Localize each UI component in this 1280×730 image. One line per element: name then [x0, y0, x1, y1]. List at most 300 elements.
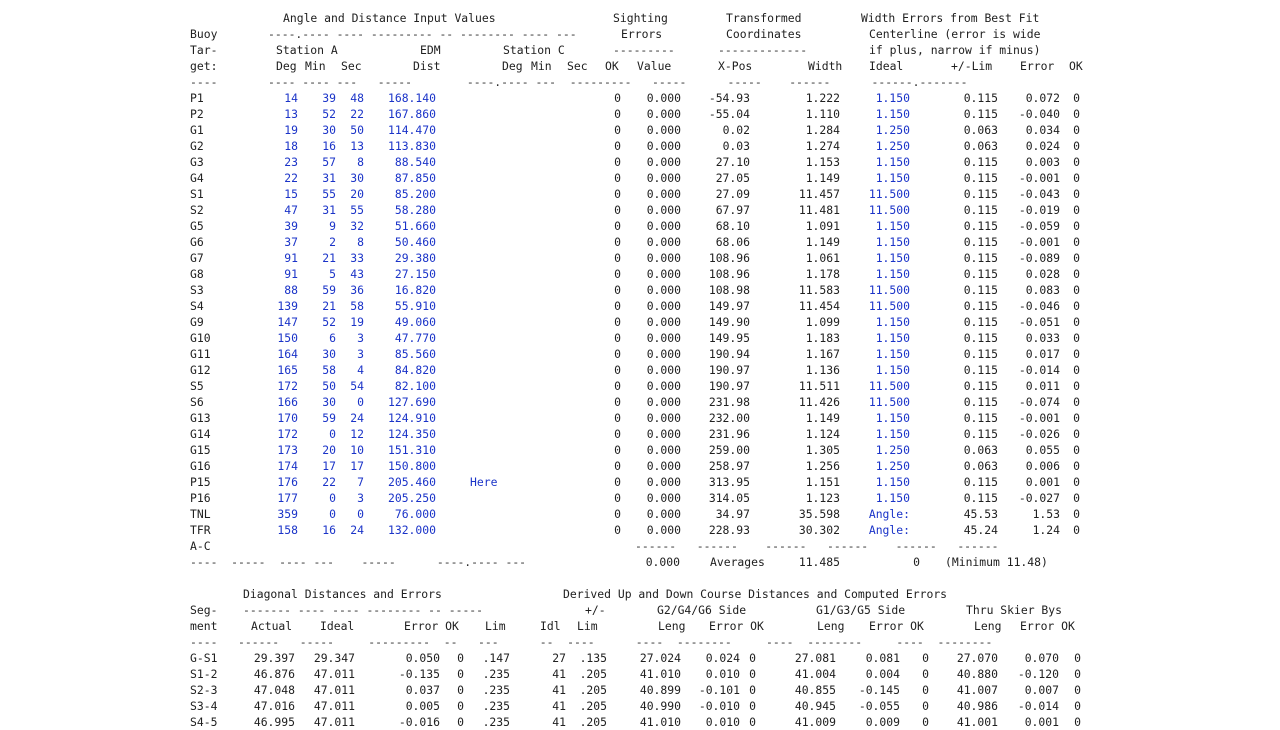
cell-target: G3	[190, 155, 204, 169]
cell-deg[interactable]: 18	[284, 139, 298, 153]
cell-dist[interactable]: 58.280	[394, 203, 436, 217]
get-label: get:	[190, 59, 218, 73]
lim-label: Lim	[485, 619, 506, 633]
cell-deg[interactable]: 91	[284, 267, 298, 281]
cell-ok-flag: 0	[614, 299, 621, 313]
cell-error-ok: 0	[1073, 267, 1080, 281]
cell-dist[interactable]: 205.460	[387, 475, 436, 489]
cell-error-ok: 0	[1073, 363, 1080, 377]
cell-sec[interactable]: 8	[357, 155, 364, 169]
cell-deg[interactable]: 39	[284, 219, 298, 233]
cell-error-ok: 0	[1073, 203, 1080, 217]
cell-min[interactable]: 6	[329, 331, 336, 345]
cell-dist[interactable]: 88.540	[394, 155, 436, 169]
cell-sec[interactable]: 50	[350, 123, 364, 137]
cell-target: G4	[190, 171, 204, 185]
cell-lim: 45.24	[963, 523, 998, 537]
cell-deg[interactable]: 147	[277, 315, 298, 329]
lim2-label: Lim	[577, 619, 598, 633]
cell-ok-flag: 0	[614, 203, 621, 217]
cell-sighting-value: 0.000	[646, 427, 681, 441]
cell-deg[interactable]: 14	[284, 91, 298, 105]
cell-idl-lim: .205	[579, 683, 607, 697]
cell-sighting-value: 0.000	[646, 491, 681, 505]
thru-heading: Thru Skier Bys	[966, 603, 1063, 617]
dist-label: Dist	[413, 59, 441, 73]
cell-x-pos: 190.97	[708, 363, 750, 377]
cell-lim: 0.063	[963, 123, 998, 137]
cell-dist[interactable]: 49.060	[394, 315, 436, 329]
cell-deg[interactable]: 173	[277, 443, 298, 457]
cell-dist[interactable]: 168.140	[387, 91, 436, 105]
cell-x-pos: 108.96	[708, 251, 750, 265]
cell-sec[interactable]: 22	[350, 107, 364, 121]
cell-sec[interactable]: 10	[350, 443, 364, 457]
cell-ideal: 1.250	[875, 459, 910, 473]
cell-sec[interactable]: 24	[350, 411, 364, 425]
cell-g135-leng: 40.945	[794, 699, 836, 713]
cell-deg[interactable]: 19	[284, 123, 298, 137]
cell-dist[interactable]: 16.820	[394, 283, 436, 297]
cell-sighting-value: 0.000	[646, 459, 681, 473]
cell-target: S1	[190, 187, 204, 201]
cell-min[interactable]: 52	[322, 315, 336, 329]
cell-sec[interactable]: 30	[350, 171, 364, 185]
cell-deg[interactable]: 13	[284, 107, 298, 121]
averages-label: Averages	[710, 555, 765, 569]
pm-label: +/-	[585, 603, 606, 617]
cell-error-ok: 0	[1073, 475, 1080, 489]
cell-ideal: 1.150	[875, 91, 910, 105]
cell-lim: 0.115	[963, 315, 998, 329]
cell-dist[interactable]: 151.310	[387, 443, 436, 457]
cell-min[interactable]: 9	[329, 219, 336, 233]
cell-ok-flag: 0	[614, 523, 621, 537]
cell-ok-flag: 0	[614, 219, 621, 233]
cell-dist[interactable]: 85.200	[394, 187, 436, 201]
cell-g135-leng: 40.855	[794, 683, 836, 697]
cell-error: 0.017	[1025, 347, 1060, 361]
cell-min[interactable]: 59	[322, 283, 336, 297]
cell-x-pos: 313.95	[708, 475, 750, 489]
cell-width: 1.091	[805, 219, 840, 233]
cell-segment: S3-4	[190, 699, 218, 713]
cell-dist[interactable]: 55.910	[394, 299, 436, 313]
cell-min[interactable]: 0	[329, 507, 336, 521]
cell-ok-flag: 0	[614, 267, 621, 281]
cell-sec[interactable]: 32	[350, 219, 364, 233]
cell-lim: .235	[482, 667, 510, 681]
ok-label: OK	[605, 59, 619, 73]
cell-error: 0.072	[1025, 91, 1060, 105]
cell-sec[interactable]: 58	[350, 299, 364, 313]
cell-ideal: 11.500	[868, 395, 910, 409]
cell-error-ok: 0	[1073, 427, 1080, 441]
cell-idl: 41	[552, 715, 566, 729]
cell-sec[interactable]: 33	[350, 251, 364, 265]
cell-error: -0.019	[1018, 203, 1060, 217]
cell-lim: 0.115	[963, 187, 998, 201]
cell-min[interactable]: 21	[322, 251, 336, 265]
cell-g135-ok: 0	[922, 699, 929, 713]
cell-ok-flag: 0	[614, 379, 621, 393]
cell-ideal: 47.011	[313, 683, 355, 697]
ac-label: A-C	[190, 539, 211, 553]
cell-lim: 45.53	[963, 507, 998, 521]
cell-ok-flag: 0	[614, 347, 621, 361]
cell-sighting-value: 0.000	[646, 107, 681, 121]
cell-width: 1.151	[805, 475, 840, 489]
leng-label-3: Leng	[974, 619, 1002, 633]
cell-dist[interactable]: 132.000	[387, 523, 436, 537]
cell-dist[interactable]: 124.910	[387, 411, 436, 425]
diagonal-heading: Diagonal Distances and Errors	[243, 587, 442, 601]
cell-deg[interactable]: 37	[284, 235, 298, 249]
cell-min[interactable]: 50	[322, 379, 336, 393]
cell-error: -0.014	[1018, 363, 1060, 377]
cell-sighting-value: 0.000	[646, 315, 681, 329]
cell-sighting-value: 0.000	[646, 411, 681, 425]
cell-sec[interactable]: 36	[350, 283, 364, 297]
cell-error-ok: 0	[1073, 459, 1080, 473]
cell-g135-error: 0.004	[865, 667, 900, 681]
cell-g135-error: -0.145	[858, 683, 900, 697]
cell-station-c-note[interactable]: Here	[470, 475, 498, 489]
ideal-label: Ideal	[869, 59, 904, 73]
cell-error-ok: 0	[1073, 315, 1080, 329]
cell-target: S5	[190, 379, 204, 393]
station-c-heading: Station C	[503, 43, 565, 57]
cell-deg[interactable]: 170	[277, 411, 298, 425]
cell-min[interactable]: 2	[329, 235, 336, 249]
cell-min[interactable]: 17	[322, 459, 336, 473]
cell-sighting-value: 0.000	[646, 155, 681, 169]
cell-error-ok: 0	[1073, 507, 1080, 521]
cell-dist[interactable]: 87.850	[394, 171, 436, 185]
cell-error-ok: 0	[1073, 443, 1080, 457]
cell-deg[interactable]: 165	[277, 363, 298, 377]
cell-error: 1.24	[1032, 523, 1060, 537]
cell-g246-leng: 40.899	[639, 683, 681, 697]
cell-lim: 0.063	[963, 443, 998, 457]
cell-sec[interactable]: 7	[357, 475, 364, 489]
cell-width: 1.061	[805, 251, 840, 265]
cell-x-pos: 231.96	[708, 427, 750, 441]
cell-lim: 0.115	[963, 235, 998, 249]
cell-target: G10	[190, 331, 211, 345]
g135-heading: G1/G3/G5 Side	[816, 603, 906, 617]
cell-ok-flag: 0	[614, 139, 621, 153]
cell-deg[interactable]: 172	[277, 427, 298, 441]
cell-min[interactable]: 39	[322, 91, 336, 105]
coordinates-heading: Coordinates	[726, 27, 802, 41]
cell-target: G11	[190, 347, 211, 361]
deg-label-c: Deg	[502, 59, 523, 73]
cell-idl-lim: .205	[579, 699, 607, 713]
cell-error: 0.033	[1025, 331, 1060, 345]
cell-dist[interactable]: 50.460	[394, 235, 436, 249]
cell-x-pos: 231.98	[708, 395, 750, 409]
cell-dist[interactable]: 47.770	[394, 331, 436, 345]
cell-width: 35.598	[798, 507, 840, 521]
cell-sighting-value: 0.000	[646, 171, 681, 185]
cell-sec[interactable]: 0	[357, 395, 364, 409]
cell-ideal: 11.500	[868, 203, 910, 217]
cell-g135-ok: 0	[922, 683, 929, 697]
cell-x-pos: 314.05	[708, 491, 750, 505]
cell-error-ok: 0	[1073, 347, 1080, 361]
cell-width: 1.178	[805, 267, 840, 281]
cell-dist[interactable]: 205.250	[387, 491, 436, 505]
cell-target: G15	[190, 443, 211, 457]
pmlim-label: +/-Lim	[951, 59, 993, 73]
cell-ideal: 1.150	[875, 411, 910, 425]
cell-width: 11.454	[798, 299, 840, 313]
cell-idl: 27	[552, 651, 566, 665]
cell-min[interactable]: 58	[322, 363, 336, 377]
cell-g246-leng: 40.990	[639, 699, 681, 713]
cell-error-ok: 0	[1073, 491, 1080, 505]
cell-sec[interactable]: 43	[350, 267, 364, 281]
cell-g246-ok: 0	[749, 699, 756, 713]
cell-g135-ok: 0	[922, 651, 929, 665]
cell-sec[interactable]: 20	[350, 187, 364, 201]
cell-min[interactable]: 57	[322, 155, 336, 169]
cell-x-pos: 27.10	[715, 155, 750, 169]
cell-lim: .147	[482, 651, 510, 665]
cell-width: 1.136	[805, 363, 840, 377]
cell-dist[interactable]: 114.470	[387, 123, 436, 137]
cell-min[interactable]: 21	[322, 299, 336, 313]
cell-ok-flag: 0	[614, 363, 621, 377]
cell-dist[interactable]: 29.380	[394, 251, 436, 265]
cell-sec[interactable]: 0	[357, 507, 364, 521]
cell-g246-leng: 41.010	[639, 715, 681, 729]
cell-min[interactable]: 59	[322, 411, 336, 425]
cell-x-pos: 190.97	[708, 379, 750, 393]
cell-sec[interactable]: 17	[350, 459, 364, 473]
plus-minus-heading: if plus, narrow if minus)	[869, 43, 1041, 57]
cell-deg[interactable]: 177	[277, 491, 298, 505]
lower-ideal-label: Ideal	[320, 619, 355, 633]
cell-deg[interactable]: 139	[277, 299, 298, 313]
cell-sec[interactable]: 24	[350, 523, 364, 537]
cell-thru-ok: 0	[1074, 667, 1081, 681]
cell-sec[interactable]: 4	[357, 363, 364, 377]
cell-ideal: 1.150	[875, 427, 910, 441]
cell-error: -0.074	[1018, 395, 1060, 409]
cell-dist[interactable]: 113.830	[387, 139, 436, 153]
centerline-heading: Centerline (error is wide	[869, 27, 1041, 41]
cell-deg[interactable]: 166	[277, 395, 298, 409]
cell-error: -0.043	[1018, 187, 1060, 201]
cell-x-pos: 0.03	[722, 139, 750, 153]
cell-min[interactable]: 0	[329, 427, 336, 441]
cell-thru-error: -0.120	[1017, 667, 1059, 681]
cell-error: 0.006	[1025, 459, 1060, 473]
cell-sec[interactable]: 3	[357, 331, 364, 345]
cell-x-pos: 108.96	[708, 267, 750, 281]
cell-x-pos: 190.94	[708, 347, 750, 361]
cell-g135-leng: 27.081	[794, 651, 836, 665]
cell-deg[interactable]: 150	[277, 331, 298, 345]
cell-dist[interactable]: 124.350	[387, 427, 436, 441]
cell-width: 1.256	[805, 459, 840, 473]
cell-idl: 41	[552, 699, 566, 713]
cell-min[interactable]: 30	[322, 395, 336, 409]
cell-target: G8	[190, 267, 204, 281]
cell-width: 1.110	[805, 107, 840, 121]
cell-ideal: 11.500	[868, 379, 910, 393]
cell-target: G1	[190, 123, 204, 137]
cell-sighting-value: 0.000	[646, 251, 681, 265]
seg-label: Seg-	[190, 603, 218, 617]
cell-min[interactable]: 20	[322, 443, 336, 457]
cell-g135-ok: 0	[922, 715, 929, 729]
cell-g246-ok: 0	[749, 651, 756, 665]
cell-g135-leng: 41.004	[794, 667, 836, 681]
cell-min[interactable]: 16	[322, 523, 336, 537]
cell-error-ok: 0	[1073, 91, 1080, 105]
cell-width: 1.153	[805, 155, 840, 169]
cell-sec[interactable]: 48	[350, 91, 364, 105]
cell-ok-flag: 0	[614, 411, 621, 425]
ment-label: ment	[190, 619, 218, 633]
cell-sec[interactable]: 8	[357, 235, 364, 249]
cell-ok-flag: 0	[614, 187, 621, 201]
cell-target: G5	[190, 219, 204, 233]
cell-deg[interactable]: 23	[284, 155, 298, 169]
cell-actual: 47.048	[253, 683, 295, 697]
cell-deg[interactable]: 15	[284, 187, 298, 201]
cell-sec[interactable]: 13	[350, 139, 364, 153]
cell-dist[interactable]: 85.560	[394, 347, 436, 361]
cell-sighting-value: 0.000	[646, 283, 681, 297]
cell-target: G14	[190, 427, 211, 441]
cell-sighting-value: 0.000	[646, 235, 681, 249]
cell-idl-lim: .205	[579, 667, 607, 681]
cell-sec[interactable]: 55	[350, 203, 364, 217]
cell-segment: G-S1	[190, 651, 218, 665]
cell-dist[interactable]: 27.150	[394, 267, 436, 281]
cell-sec[interactable]: 3	[357, 347, 364, 361]
cell-min[interactable]: 5	[329, 267, 336, 281]
cell-min[interactable]: 30	[322, 123, 336, 137]
cell-min[interactable]: 0	[329, 491, 336, 505]
cell-deg[interactable]: 22	[284, 171, 298, 185]
cell-deg[interactable]: 88	[284, 283, 298, 297]
cell-x-pos: 149.95	[708, 331, 750, 345]
cell-min[interactable]: 55	[322, 187, 336, 201]
cell-dist[interactable]: 51.660	[394, 219, 436, 233]
cell-error-ok: 0	[1073, 379, 1080, 393]
cell-min[interactable]: 52	[322, 107, 336, 121]
idl-label: Idl	[540, 619, 561, 633]
cell-ok-flag: 0	[614, 107, 621, 121]
cell-deg[interactable]: 176	[277, 475, 298, 489]
cell-target: P16	[190, 491, 211, 505]
cell-thru-error: -0.014	[1017, 699, 1059, 713]
cell-ideal: 1.150	[875, 219, 910, 233]
cell-x-pos: 68.06	[715, 235, 750, 249]
cell-min[interactable]: 22	[322, 475, 336, 489]
cell-ideal: 11.500	[868, 299, 910, 313]
cell-ok-flag: 0	[457, 651, 464, 665]
cell-sec[interactable]: 54	[350, 379, 364, 393]
cell-ok-flag: 0	[614, 331, 621, 345]
cell-target: P1	[190, 91, 204, 105]
edm-heading: EDM	[420, 43, 441, 57]
cell-ok-flag: 0	[614, 427, 621, 441]
cell-segment: S2-3	[190, 683, 218, 697]
cell-sec[interactable]: 12	[350, 427, 364, 441]
cell-dist[interactable]: 150.800	[387, 459, 436, 473]
cell-min[interactable]: 30	[322, 347, 336, 361]
cell-ideal: 1.150	[875, 475, 910, 489]
cell-target: S6	[190, 395, 204, 409]
cell-actual: 46.995	[253, 715, 295, 729]
cell-lim: 0.115	[963, 299, 998, 313]
cell-width: 1.124	[805, 427, 840, 441]
cell-error: 0.011	[1025, 379, 1060, 393]
cell-min[interactable]: 31	[322, 203, 336, 217]
cell-dist[interactable]: 76.000	[394, 507, 436, 521]
cell-deg[interactable]: 172	[277, 379, 298, 393]
cell-ok-flag: 0	[614, 395, 621, 409]
cell-lim: 0.115	[963, 283, 998, 297]
cell-deg[interactable]: 164	[277, 347, 298, 361]
cell-deg[interactable]: 158	[277, 523, 298, 537]
cell-sec[interactable]: 19	[350, 315, 364, 329]
cell-width: 1.149	[805, 235, 840, 249]
cell-ok-flag: 0	[614, 123, 621, 137]
cell-width: 1.305	[805, 443, 840, 457]
cell-min[interactable]: 31	[322, 171, 336, 185]
cell-deg[interactable]: 91	[284, 251, 298, 265]
cell-g246-leng: 27.024	[639, 651, 681, 665]
cell-idl: 41	[552, 683, 566, 697]
cell-lim: 0.115	[963, 411, 998, 425]
cell-x-pos: 232.00	[708, 411, 750, 425]
cell-sighting-value: 0.000	[646, 219, 681, 233]
cell-actual: 47.016	[253, 699, 295, 713]
cell-sec[interactable]: 3	[357, 491, 364, 505]
sec-label-c: Sec	[567, 59, 588, 73]
cell-target: TNL	[190, 507, 211, 521]
cell-target: G12	[190, 363, 211, 377]
cell-dist[interactable]: 167.860	[387, 107, 436, 121]
cell-deg[interactable]: 47	[284, 203, 298, 217]
cell-g246-ok: 0	[749, 715, 756, 729]
cell-thru-leng: 40.880	[956, 667, 998, 681]
cell-deg[interactable]: 174	[277, 459, 298, 473]
cell-deg[interactable]: 359	[277, 507, 298, 521]
cell-dist[interactable]: 127.690	[387, 395, 436, 409]
cell-error-ok: 0	[1073, 187, 1080, 201]
cell-dist[interactable]: 82.100	[394, 379, 436, 393]
cell-min[interactable]: 16	[322, 139, 336, 153]
cell-dist[interactable]: 84.820	[394, 363, 436, 377]
cell-error: 0.003	[1025, 155, 1060, 169]
cell-error: 0.028	[1025, 267, 1060, 281]
cell-error: -0.135	[398, 667, 440, 681]
cell-lim: 0.115	[963, 107, 998, 121]
input-values-heading: Angle and Distance Input Values	[283, 11, 496, 25]
err-ok-label-2: Error OK	[869, 619, 924, 633]
cell-thru-error: 0.070	[1024, 651, 1059, 665]
cell-sighting-value: 0.000	[646, 91, 681, 105]
cell-ideal: 1.250	[875, 139, 910, 153]
